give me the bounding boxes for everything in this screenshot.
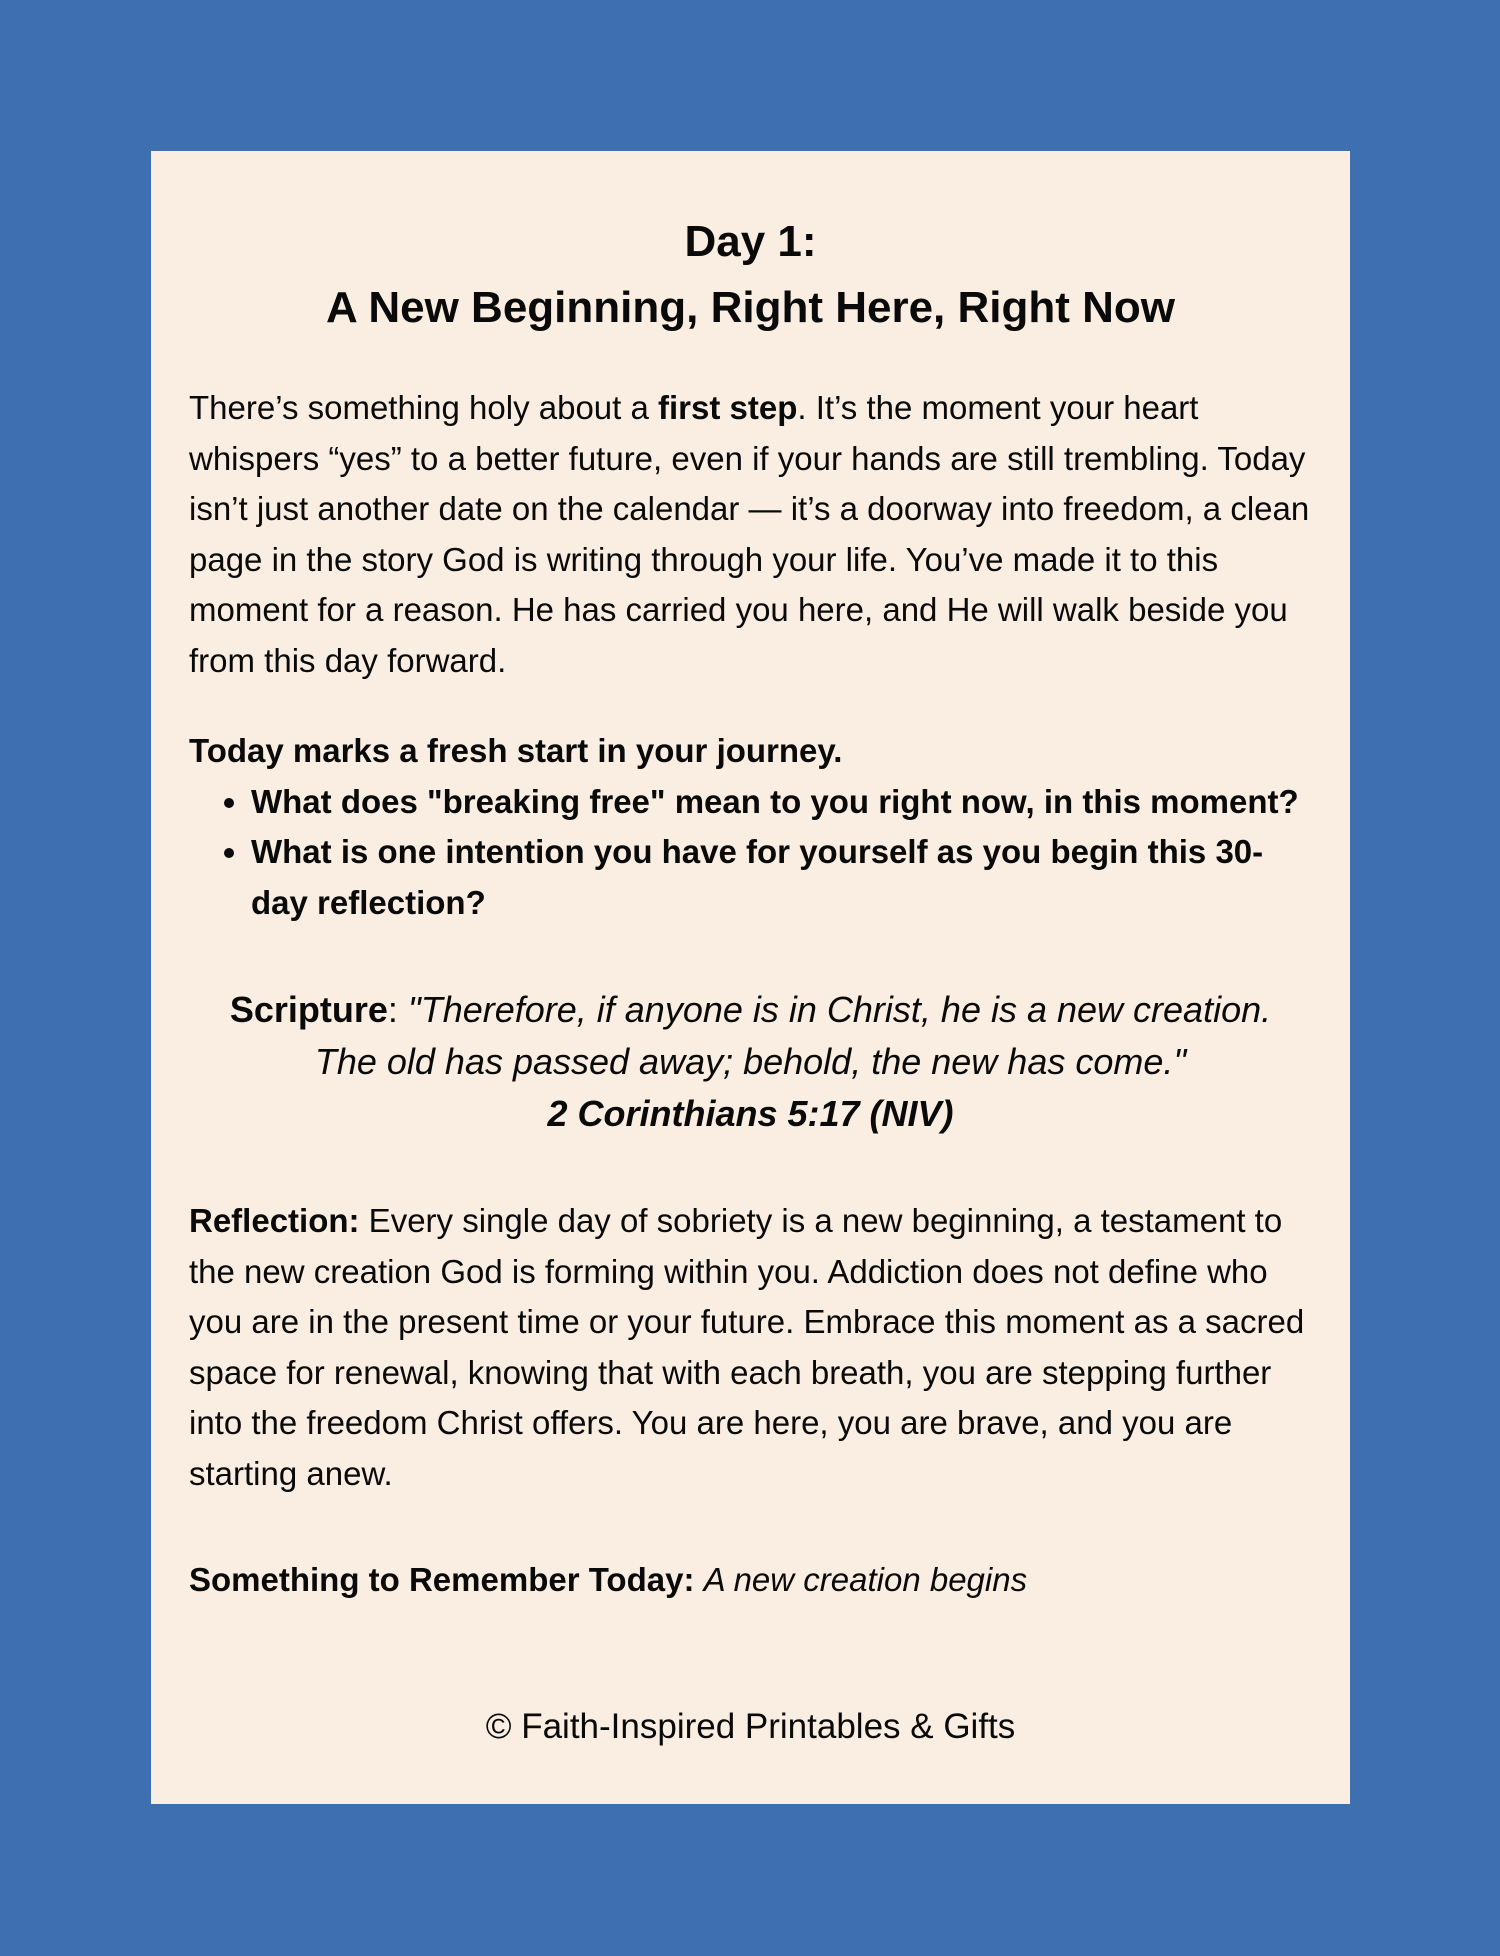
scripture-label: Scripture — [229, 989, 388, 1030]
scripture-separator: : — [387, 989, 408, 1030]
intro-text-rest: . It’s the moment your heart whispers “yes” to a better future, even if your hands are still trembling. Today isn’t just another date on the calendar — it’s a doorway into freedom, a clean page in the story God is writing through your life. You’ve made it to this moment for a reason. He has carried you here, and He will walk beside you from this day forward. — [189, 389, 1310, 679]
prompt-item: • What does "breaking free" mean to you right now, in this moment? — [251, 777, 1312, 828]
reflection-label: Reflection: — [189, 1202, 360, 1239]
remember-label: Something to Remember Today: — [189, 1561, 695, 1598]
prompts-heading: Today marks a fresh start in your journey. — [189, 732, 843, 769]
title-day: Day 1: — [684, 217, 817, 266]
scripture-quote-1: "Therefore, if anyone is in Christ, he is a new creation. — [407, 989, 1272, 1030]
remember-line — [189, 1555, 1312, 1605]
intro-text-start: There’s something holy about a — [189, 389, 659, 426]
reflection-paragraph — [189, 1196, 1312, 1499]
scripture-reference: 2 Corinthians 5:17 (NIV) — [547, 1093, 954, 1134]
page-title — [189, 209, 1312, 341]
title-heading: A New Beginning, Right Here, Right Now — [325, 283, 1176, 332]
copyright-footer: © Faith-Inspired Printables & Gifts — [485, 1707, 1016, 1746]
prompt-item: • What is one intention you have for yourself as you begin this 30-day reflection? — [251, 827, 1312, 928]
scripture-block — [189, 984, 1312, 1140]
scripture-quote-2: The old has passed away; behold, the new has come." — [314, 1041, 1187, 1082]
scripture-line-1 — [189, 984, 1312, 1036]
intro-bold-phrase: first step — [658, 389, 798, 426]
devotional-card — [151, 151, 1350, 1804]
remember-text: A new creation begins — [703, 1561, 1028, 1598]
reflection-text: Every single day of sobriety is a new beginning, a testament to the new creation God is forming within you. Addiction does not define who you are in the present time or your future. Embrace this moment as a sacred space for renewal, knowing that with each breath, you are stepping further into the freedom Christ offers. You are here, you are brave, and you are starting anew. — [189, 1202, 1305, 1492]
intro-paragraph — [189, 383, 1312, 686]
prompts-list — [189, 777, 1312, 929]
